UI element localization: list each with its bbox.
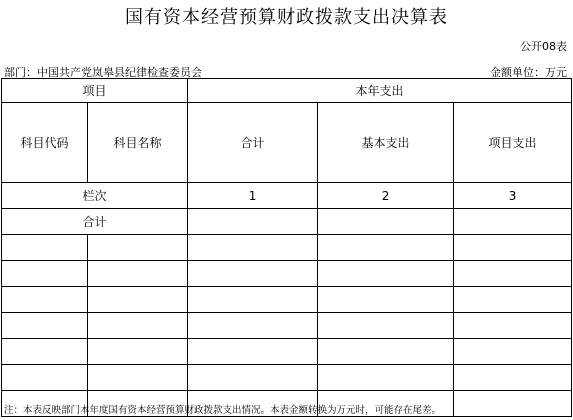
table-cell [318,287,454,313]
column-index-row [2,183,572,209]
table-cell [88,261,188,287]
header-row-2 [2,103,572,183]
table-cell [2,313,88,339]
total-row-basic-cell [318,209,454,235]
table-row [2,235,572,261]
column-index-3: 3 [454,183,572,209]
table-cell [2,365,88,391]
header-row-1 [2,79,572,103]
table-cell [188,365,318,391]
table-cell [88,365,188,391]
table-cell [318,313,454,339]
table-cell [454,235,572,261]
table-cell [88,235,188,261]
form-code: 公开08表 [520,40,567,53]
table-cell [318,235,454,261]
table-row [2,261,572,287]
document-title: 国有资本经营预算财政拨款支出决算表 [125,7,448,28]
table-cell [454,365,572,391]
header-basic-expense: 基本支出 [318,103,454,183]
column-index-2: 2 [318,183,454,209]
table-cell [318,339,454,365]
header-current-year-expense: 本年支出 [188,79,572,103]
table-row [2,365,572,391]
column-index-1: 1 [188,183,318,209]
table-row [2,339,572,365]
total-row [2,209,572,235]
header-subject-code: 科目代码 [2,103,88,183]
table-row [2,287,572,313]
column-index-label: 栏次 [2,183,188,209]
table-cell [188,261,318,287]
table-cell [188,287,318,313]
table-cell [2,261,88,287]
table-cell [318,261,454,287]
table-cell [188,339,318,365]
table-cell [454,391,572,417]
expense-table [1,78,572,417]
total-row-label: 合计 [2,209,188,235]
table-cell [454,261,572,287]
header-subject-name: 科目名称 [88,103,188,183]
table-cell [188,313,318,339]
table-cell [454,287,572,313]
table-cell [88,287,188,313]
unit-label: 金额单位：万元 [490,66,567,79]
header-project: 项目 [2,79,188,103]
table-cell [318,365,454,391]
table-cell [454,339,572,365]
header-total: 合计 [188,103,318,183]
total-row-project-cell [454,209,572,235]
table-cell [88,313,188,339]
table-cell [2,235,88,261]
footer-note: 注：本表反映部门本年度国有资本经营预算财政拨款支出情况。本表金额转换为万元时，可能存在尾差。 [4,405,442,416]
table-cell [88,339,188,365]
table-cell [2,287,88,313]
table-cell [188,235,318,261]
header-project-expense: 项目支出 [454,103,572,183]
table-row [2,313,572,339]
table-cell [2,339,88,365]
department-label: 部门：中国共产党岚皋县纪律检查委员会 [4,66,202,79]
total-row-total-cell [188,209,318,235]
table-cell [454,313,572,339]
